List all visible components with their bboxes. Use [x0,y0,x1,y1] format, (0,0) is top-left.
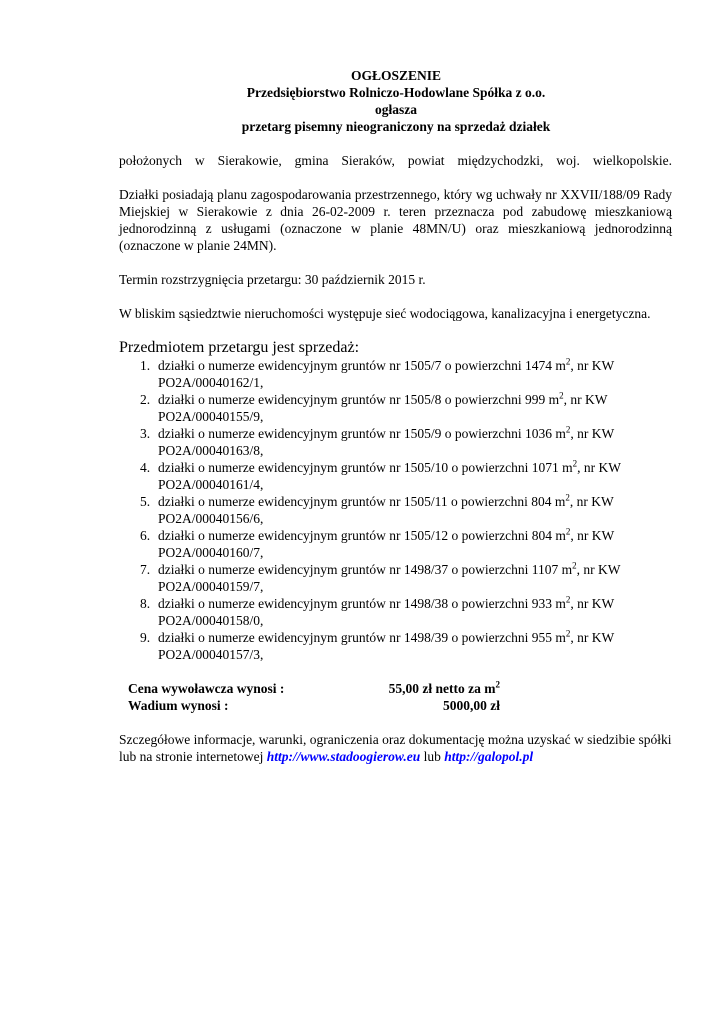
plot-kw-number: PO2A/00040162/1, [158,375,264,390]
plot-number: 5. [140,494,151,509]
link-separator: lub [423,749,441,764]
area-unit-exponent: 2 [565,356,571,367]
deposit-label: Wadium wynosi : [128,698,229,713]
announcement-body [119,152,672,765]
area-unit-exponent: 2 [565,628,571,639]
plot-description: działki o numerze ewidencyjnym gruntów nr 1505/12 o powierzchni 804 m [158,528,566,543]
plot-list [119,357,672,663]
deadline-paragraph: Termin rozstrzygnięcia przetargu: 30 październik 2015 r. [119,272,426,287]
plot-kw-label: , nr KW [563,392,608,407]
list-item [140,459,672,493]
plot-kw-number: PO2A/00040163/8, [158,443,264,458]
plot-kw-number: PO2A/00040158/0, [158,613,264,628]
website-link-stadoogierow[interactable]: http://www.stadoogierow.eu [266,749,421,764]
plot-kw-number: PO2A/00040157/3, [158,647,264,662]
plot-kw-label: , nr KW [570,358,615,373]
plot-kw-label: , nr KW [570,630,615,645]
plot-description: działki o numerze ewidencyjnym gruntów nr 1505/11 o powierzchni 804 m [158,494,566,509]
area-unit-exponent: 2 [565,424,571,435]
list-item [140,527,672,561]
pricing-block [128,680,500,714]
plot-kw-number: PO2A/00040159/7, [158,579,264,594]
plot-kw-label: , nr KW [570,426,615,441]
plot-kw-label: , nr KW [576,562,621,577]
plot-number: 6. [140,528,151,543]
plot-number: 9. [140,630,151,645]
area-unit-exponent: 2 [565,526,571,537]
plot-description: działki o numerze ewidencyjnym gruntów nr 1498/37 o powierzchni 1107 m [158,562,573,577]
subject-title: Przedmiotem przetargu jest sprzedaż: [119,339,360,356]
list-item [140,493,672,527]
starting-price-row [128,680,500,697]
plot-kw-label: , nr KW [570,528,615,543]
utilities-paragraph: W bliskim sąsiedztwie nieruchomości występuje sieć wodociągowa, kanalizacyjna i energetyczna. [119,306,651,321]
starting-price-value [389,680,500,697]
plot-number: 2. [140,392,151,407]
plot-kw-label: , nr KW [570,596,615,611]
plot-description: działki o numerze ewidencyjnym gruntów nr 1505/8 o powierzchni 999 m [158,392,560,407]
area-unit-exponent: 2 [572,560,577,571]
area-unit-exponent: 2 [565,594,571,605]
contact-paragraph [119,731,672,765]
tender-subject: przetarg pisemny nieograniczony na sprzedaż działek [241,119,551,134]
plot-description: działki o numerze ewidencyjnym gruntów nr 1498/39 o powierzchni 955 m [158,630,566,645]
plot-number: 4. [140,460,151,475]
list-item [140,391,672,425]
plot-number: 7. [140,562,151,577]
plot-kw-label: , nr KW [569,494,614,509]
area-unit-exponent: 2 [565,492,570,503]
list-item [140,357,672,391]
plot-kw-label: , nr KW [577,460,622,475]
location-paragraph: położonych w Sierakowie, gmina Sieraków, powiat międzychodzki, woj. wielkopolskie. [119,153,672,168]
deposit-value: 5000,00 zł [443,698,500,713]
announces-label: ogłasza [375,102,417,117]
company-name: Przedsiębiorstwo Rolniczo-Hodowlane Spółka z o.o. [246,85,546,100]
area-unit-exponent: 2 [495,679,500,690]
plot-kw-number: PO2A/00040160/7, [158,545,264,560]
announcement-header [120,67,672,135]
starting-price-label: Cena wywoławcza wynosi : [128,681,285,696]
website-link-galopol[interactable]: http://galopol.pl [444,749,534,764]
plot-description: działki o numerze ewidencyjnym gruntów nr 1498/38 o powierzchni 933 m [158,596,566,611]
plot-description: działki o numerze ewidencyjnym gruntów nr 1505/9 o powierzchni 1036 m [158,426,566,441]
plot-description: działki o numerze ewidencyjnym gruntów nr 1505/7 o powierzchni 1474 m [158,358,566,373]
area-unit-exponent: 2 [572,458,578,469]
list-item [140,425,672,459]
plot-kw-number: PO2A/00040161/4, [158,477,264,492]
list-item [140,595,672,629]
plot-number: 8. [140,596,151,611]
zoning-plan-paragraph: Działki posiadają planu zagospodarowania przestrzennego, który wg uchwały nr XXVII/188/09 Rady Miejskiej w Sierakowie z dnia 26-02-2009 r. teren przeznacza pod zabudowę mieszkaniową jednorodzinną z usługami (oznaczone w planie 48MN/U) oraz mieszkaniową jednorodzinną (oznaczone w planie 24MN). [119,187,672,253]
plot-kw-number: PO2A/00040155/9, [158,409,264,424]
area-unit-exponent: 2 [559,390,564,401]
contact-text: Szczegółowe informacje, warunki, ograniczenia oraz dokumentację można uzyskać w siedzibie spółki lub na stronie internetowej [119,732,672,764]
plot-number: 3. [140,426,151,441]
plot-description: działki o numerze ewidencyjnym gruntów nr 1505/10 o powierzchni 1071 m [158,460,573,475]
list-item [140,561,672,595]
plot-kw-number: PO2A/00040156/6, [158,511,264,526]
starting-price-amount: 55,00 zł netto za m [388,681,496,696]
list-item [140,629,672,663]
plot-number: 1. [140,358,151,373]
announcement-title: OGŁOSZENIE [350,68,442,83]
deposit-row [128,697,500,714]
